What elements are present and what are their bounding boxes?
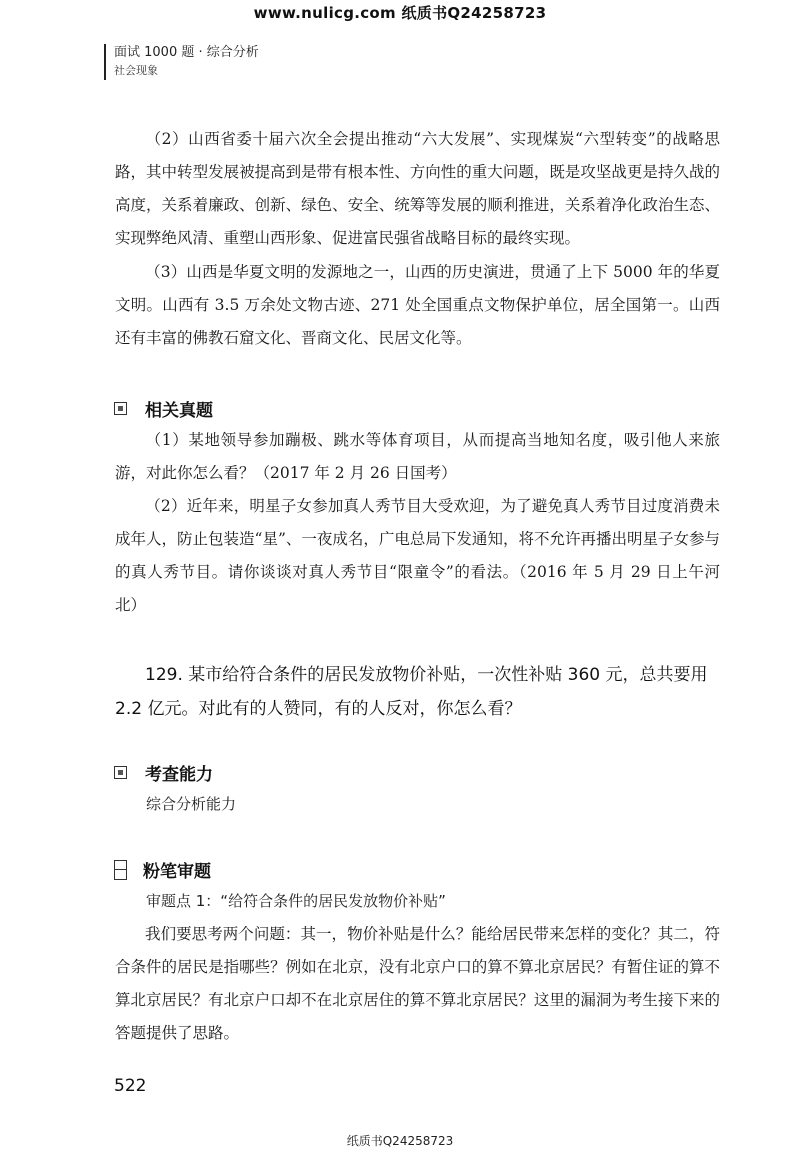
running-header	[104, 44, 259, 80]
section-marker-icon	[114, 860, 127, 880]
review-heading	[114, 857, 211, 882]
review-heading-text: 粉笔审题	[143, 862, 211, 882]
bottom-watermark: 纸质书Q24258723	[346, 1134, 454, 1148]
question-text: 129. 某市给符合条件的居民发放物价补贴，一次性补贴 360 元，总共要用 2.2 亿元。对此有的人赞同，有的人反对，你怎么看？	[115, 665, 708, 719]
page-number: 522	[114, 1076, 147, 1096]
paragraph-3-text: （3）山西是华夏文明的发源地之一，山西的历史演进，贯通了上下 5000 年的华夏文明。山西有 3.5 万余处文物古迹、271 处全国重点文物保护单位，居全国第一。山西还有丰富的佛教石窟文化、晋商文化、民居文化等。	[115, 263, 720, 347]
question-129	[115, 658, 725, 726]
ability-heading	[114, 760, 213, 785]
paragraph-3	[115, 256, 720, 355]
section-marker-icon	[114, 402, 127, 415]
top-watermark: www.nulicg.com 纸质书Q24258723	[253, 4, 547, 22]
related-item-2-text: （2）近年来，明星子女参加真人秀节目大受欢迎，为了避免真人秀节目过度消费未成年人，防止包装造“星”、一夜成名，广电总局下发通知，将不允许再播出明星子女参与的真人秀节目。请你谈谈对真人秀节目“限童令”的看法。（2016 年 5 月 29 日上午河北）	[115, 497, 720, 614]
review-body-text: 我们要思考两个问题：其一，物价补贴是什么？能给居民带来怎样的变化？其二，符合条件的居民是指哪些？例如在北京，没有北京户口的算不算北京居民？有暂住证的算不算北京居民？有北京户口却不在北京居住的算不算北京居民？这里的漏洞为考生接下来的答题提供了思路。	[115, 925, 720, 1042]
running-header-subtitle: 社会现象	[114, 64, 158, 77]
ability-text: 综合分析能力	[146, 795, 237, 813]
related-questions-heading	[114, 396, 213, 421]
review-point-1: 审题点 1：“给符合条件的居民发放物价补贴”	[146, 892, 446, 910]
section-marker-icon	[114, 766, 127, 779]
related-item-1	[115, 424, 720, 490]
paragraph-2-text: （2）山西省委十届六次全会提出推动“六大发展”、实现煤炭“六型转变”的战略思路，其中转型发展被提高到是带有根本性、方向性的重大问题，既是攻坚战更是持久战的高度，关系着廉政、创新、绿色、安全、统筹等发展的顺利推进，关系着净化政治生态、实现弊绝风清、重塑山西形象、促进富民强省战略目标的最终实现。	[115, 130, 720, 247]
review-body	[115, 918, 720, 1050]
ability-heading-text: 考查能力	[145, 765, 213, 785]
paragraph-2	[115, 123, 720, 255]
running-header-title: 面试 1000 题 · 综合分析	[114, 45, 259, 60]
related-item-2	[115, 490, 720, 622]
related-item-1-text: （1）某地领导参加蹦极、跳水等体育项目，从而提高当地知名度，吸引他人来旅游，对此你怎么看？（2017 年 2 月 26 日国考）	[115, 431, 720, 482]
related-heading-text: 相关真题	[145, 401, 213, 421]
